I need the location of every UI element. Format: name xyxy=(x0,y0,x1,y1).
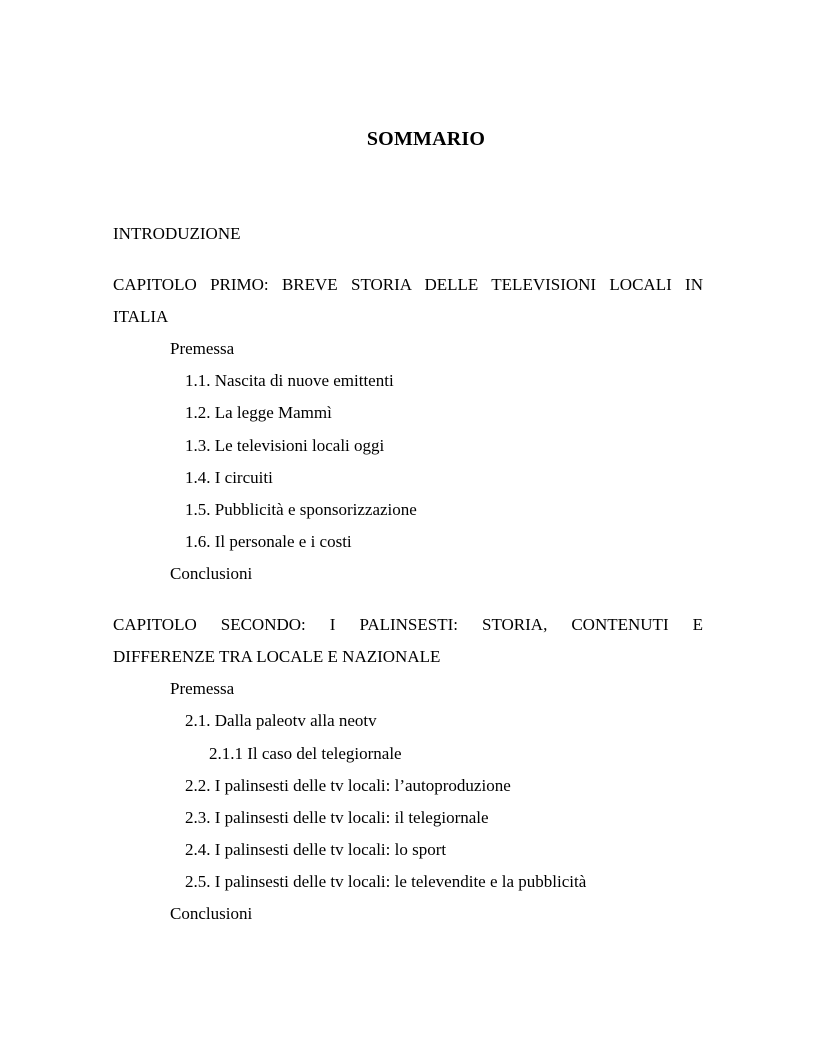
toc-section-2-2: 2.2. I palinsesti delle tv locali: l’autoproduzione xyxy=(185,776,511,795)
chapter-2-heading-line-1: CAPITOLO SECONDO: I PALINSESTI: STORIA, CONTENUTI E xyxy=(113,615,703,634)
toc-section-2-5: 2.5. I palinsesti delle tv locali: le televendite e la pubblicità xyxy=(185,872,587,891)
toc-section-1-5: 1.5. Pubblicità e sponsorizzazione xyxy=(185,500,417,519)
toc-section-2-3: 2.3. I palinsesti delle tv locali: il telegiornale xyxy=(185,808,489,827)
toc-section-1-6: 1.6. Il personale e i costi xyxy=(185,532,352,551)
chapter-2-conclusions: Conclusioni xyxy=(170,904,253,923)
toc-entry-introduction: INTRODUZIONE xyxy=(113,224,241,243)
chapter-1-premise: Premessa xyxy=(170,339,235,358)
toc-section-1-3: 1.3. Le televisioni locali oggi xyxy=(185,436,385,455)
chapter-1-heading-line-1: CAPITOLO PRIMO: BREVE STORIA DELLE TELEVISIONI LOCALI IN xyxy=(113,275,703,294)
toc-section-1-2: 1.2. La legge Mammì xyxy=(185,403,332,422)
chapter-1-heading-line-2: ITALIA xyxy=(113,307,169,326)
toc-section-2-1: 2.1. Dalla paleotv alla neotv xyxy=(185,711,377,730)
toc-section-2-4: 2.4. I palinsesti delle tv locali: lo sport xyxy=(185,840,447,859)
toc-subsection-2-1-1: 2.1.1 Il caso del telegiornale xyxy=(209,744,402,763)
chapter-1-conclusions: Conclusioni xyxy=(170,564,253,583)
page-title: SOMMARIO xyxy=(366,128,486,150)
toc-section-1-1: 1.1. Nascita di nuove emittenti xyxy=(185,371,394,390)
chapter-2-premise: Premessa xyxy=(170,679,235,698)
chapter-2-heading-line-2: DIFFERENZE TRA LOCALE E NAZIONALE xyxy=(113,647,441,666)
toc-section-1-4: 1.4. I circuiti xyxy=(185,468,273,487)
